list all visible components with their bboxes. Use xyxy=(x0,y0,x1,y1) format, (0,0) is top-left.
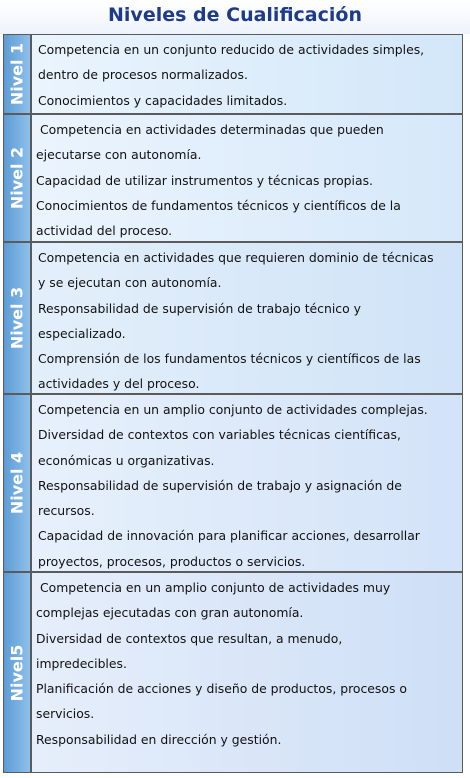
description-line: impredecibles. xyxy=(36,655,127,671)
level-row-4 xyxy=(4,393,462,571)
level-row-3 xyxy=(4,241,462,393)
level-row-5 xyxy=(4,571,462,772)
description-line: actividad del proceso. xyxy=(36,223,173,239)
description-line: dentro de procesos normalizados. xyxy=(38,67,248,83)
description-line: Conocimientos y capacidades limitados. xyxy=(38,92,288,108)
description-line: Responsabilidad en dirección y gestión. xyxy=(36,731,282,747)
level-description-4 xyxy=(32,395,462,571)
description-line: y se ejecutan con autonomía. xyxy=(38,275,222,291)
level-label-1: Nivel 1 xyxy=(4,35,32,113)
description-line: proyectos, procesos, productos o servicios. xyxy=(38,553,306,569)
description-line: complejas ejecutadas con gran autonomía. xyxy=(36,605,304,621)
description-line: económicas u organizativas. xyxy=(38,452,215,468)
level-row-2 xyxy=(4,113,462,241)
description-line: Competencia en un conjunto reducido de actividades simples, xyxy=(38,42,425,57)
level-label-4: Nivel 4 xyxy=(4,395,32,571)
level-description-3 xyxy=(32,243,462,393)
description-line: recursos. xyxy=(38,503,95,519)
levels-table xyxy=(3,34,463,773)
level-description-5 xyxy=(32,573,462,772)
page-title: Niveles de Cualificación xyxy=(0,0,470,34)
level-row-1 xyxy=(4,35,462,113)
description-line: Planificación de acciones y diseño de productos, procesos o xyxy=(36,681,407,697)
description-line: actividades y del proceso. xyxy=(38,376,200,392)
description-line: Responsabilidad de supervisión de trabajo y asignación de xyxy=(38,477,402,493)
description-line: especializado. xyxy=(38,325,126,341)
description-line: Responsabilidad de supervisión de trabajo técnico y xyxy=(38,300,361,316)
description-line: Capacidad de innovación para planificar acciones, desarrollar xyxy=(38,528,420,544)
description-line: Diversidad de contextos con variables técnicas científicas, xyxy=(38,427,401,443)
level-label-5: Nivel5 xyxy=(4,573,32,772)
level-description-2 xyxy=(32,115,462,241)
description-line: servicios. xyxy=(36,706,95,722)
description-line: Comprensión de los fundamentos técnicos y científicos de las xyxy=(38,351,421,367)
level-label-3: Nivel 3 xyxy=(4,243,32,393)
description-line: Conocimientos de fundamentos técnicos y científicos de la xyxy=(36,197,401,213)
description-line: Capacidad de utilizar instrumentos y técnicas propias. xyxy=(36,172,373,188)
level-label-2: Nivel 2 xyxy=(4,115,32,241)
description-line: ejecutarse con autonomía. xyxy=(36,147,202,163)
description-line: Competencia en actividades que requieren dominio de técnicas xyxy=(38,250,434,265)
description-line: Diversidad de contextos que resultan, a menudo, xyxy=(36,630,343,646)
description-line: Competencia en un amplio conjunto de actividades complejas. xyxy=(38,402,428,417)
description-line: Competencia en un amplio conjunto de actividades muy xyxy=(40,580,391,595)
description-line: Competencia en actividades determinadas que pueden xyxy=(40,122,384,137)
level-description-1 xyxy=(32,35,462,113)
